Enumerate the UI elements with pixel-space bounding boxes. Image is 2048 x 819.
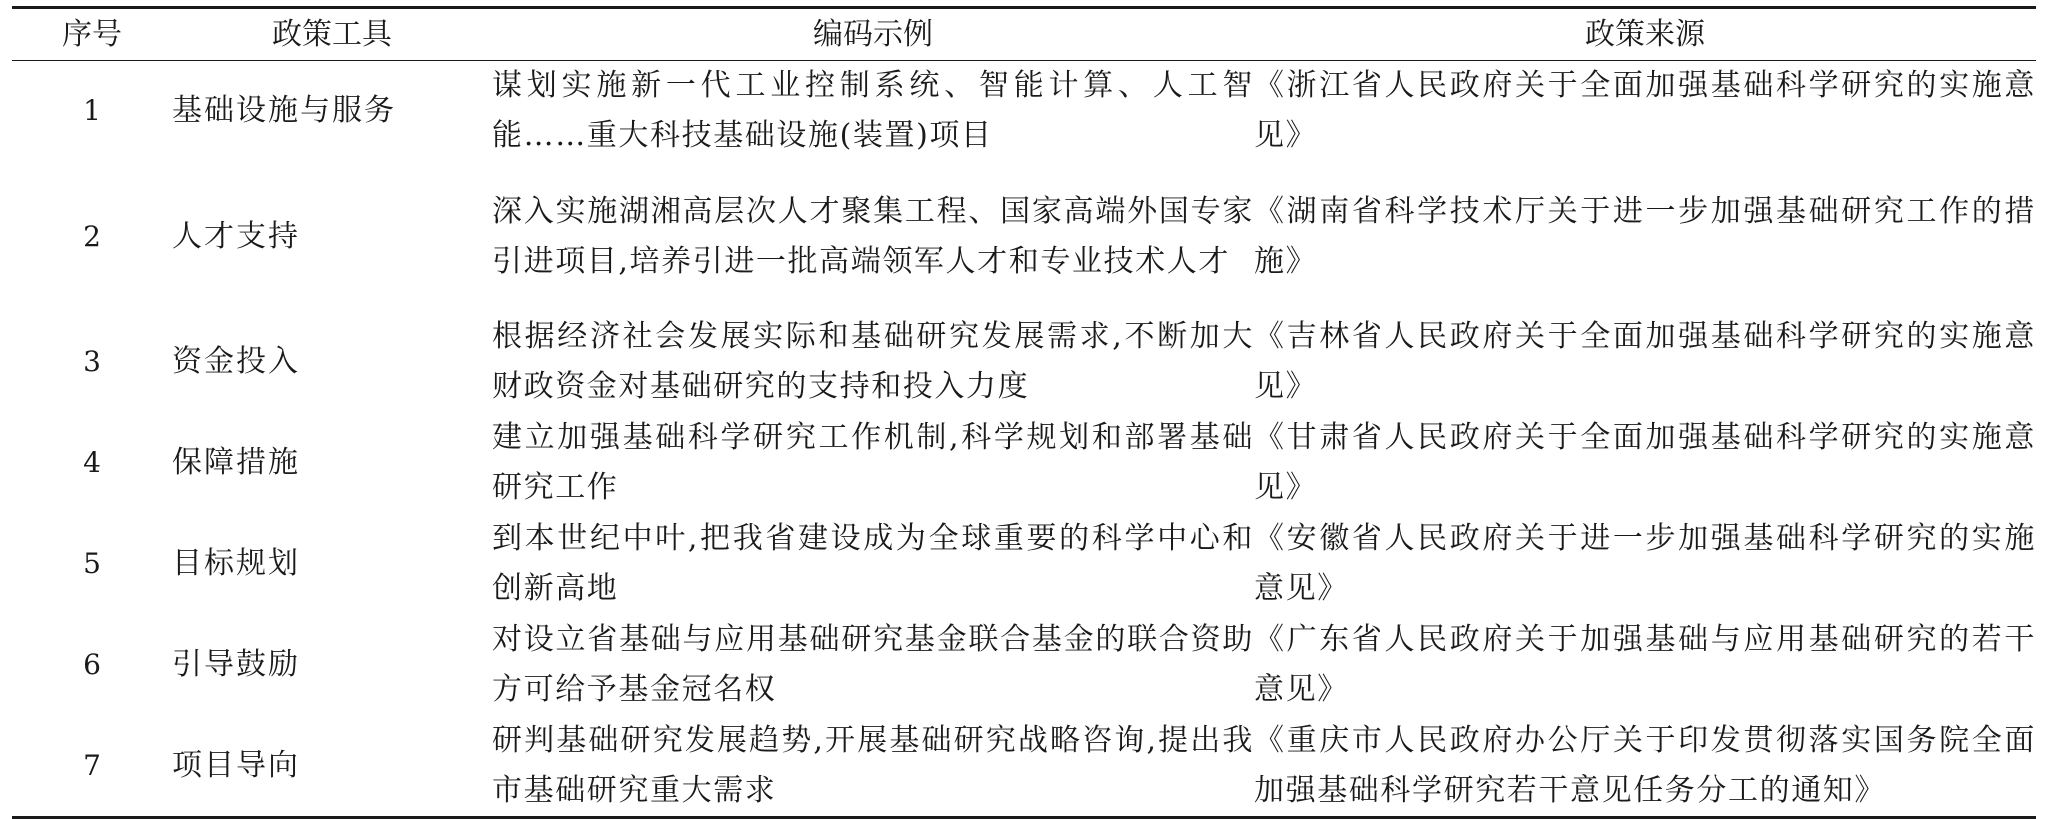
- table-row: [12, 61, 2036, 162]
- coding-example-text: 谋划实施新一代工业控制系统、智能计算、人工智能……重大科技基础设施(装置)项目: [492, 68, 1254, 154]
- coding-example-text: 建立加强基础科学研究工作机制,科学规划和部署基础研究工作: [492, 420, 1254, 505]
- policy-tools-table: [12, 6, 2036, 819]
- policy-tool-cell: 项目导向: [172, 747, 300, 783]
- coding-example-text: 深入实施湖湘高层次人才聚集工程、国家高端外国专家引进项目,培养引进一批高端领军人才和专业技术人才: [492, 193, 1254, 279]
- coding-example-cell: [492, 61, 1254, 162]
- row-number: 5: [83, 547, 101, 580]
- row-number: 7: [83, 748, 101, 782]
- coding-example-text: 根据经济社会发展实际和基础研究发展需求,不断加大财政资金对基础研究的支持和投入力度: [492, 319, 1254, 404]
- table-row: [12, 514, 2036, 615]
- policy-source-cell: [1254, 413, 2036, 514]
- row-number: 1: [83, 94, 101, 128]
- header-coding-example: 编码示例: [813, 16, 933, 52]
- policy-source-cell: [1254, 514, 2036, 615]
- header-row: [12, 8, 2036, 61]
- table-row: [12, 615, 2036, 716]
- coding-example-cell: [492, 615, 1254, 716]
- coding-example-cell: [492, 312, 1254, 413]
- policy-tool-cell: 人才支持: [172, 218, 300, 254]
- policy-tool-cell: 目标规划: [172, 546, 300, 581]
- policy-source-cell: [1254, 312, 2036, 413]
- policy-source-text: 《湖南省科学技术厅关于进一步加强基础研究工作的措施》: [1254, 193, 2036, 279]
- table-row: [12, 312, 2036, 413]
- coding-example-text: 对设立省基础与应用基础研究基金联合基金的联合资助方可给予基金冠名权: [492, 622, 1254, 707]
- policy-source-cell: [1254, 61, 2036, 162]
- policy-tool-cell: 基础设施与服务: [172, 93, 396, 129]
- row-number: 2: [83, 219, 101, 253]
- policy-source-text: 《安徽省人民政府关于进一步加强基础科学研究的实施意见》: [1254, 521, 2036, 606]
- table-row: [12, 162, 2036, 312]
- coding-example-cell: [492, 413, 1254, 514]
- header-policy-tool: 政策工具: [272, 16, 392, 52]
- coding-example-cell: [492, 716, 1254, 818]
- policy-source-cell: [1254, 162, 2036, 312]
- policy-source-text: 《浙江省人民政府关于全面加强基础科学研究的实施意见》: [1254, 68, 2036, 154]
- table-row: [12, 413, 2036, 514]
- coding-example-cell: [492, 514, 1254, 615]
- table-body: [12, 61, 2036, 818]
- policy-source-cell: [1254, 615, 2036, 716]
- row-number: 6: [83, 648, 101, 681]
- row-number: 4: [83, 446, 101, 479]
- coding-example-text: 到本世纪中叶,把我省建设成为全球重要的科学中心和创新高地: [492, 521, 1254, 606]
- coding-example-cell: [492, 162, 1254, 312]
- policy-source-text: 《重庆市人民政府办公厅关于印发贯彻落实国务院全面加强基础科学研究若干意见任务分工的通知》: [1254, 722, 2036, 808]
- policy-source-text: 《甘肃省人民政府关于全面加强基础科学研究的实施意见》: [1254, 420, 2036, 505]
- table-row: [12, 716, 2036, 818]
- header-policy-source: 政策来源: [1585, 16, 1705, 52]
- row-number: 3: [83, 345, 101, 378]
- table-header: [12, 8, 2036, 61]
- policy-tool-cell: 保障措施: [172, 445, 300, 480]
- header-serial-number: 序号: [62, 16, 122, 52]
- policy-source-cell: [1254, 716, 2036, 818]
- policy-source-text: 《吉林省人民政府关于全面加强基础科学研究的实施意见》: [1254, 319, 2036, 404]
- coding-example-text: 研判基础研究发展趋势,开展基础研究战略咨询,提出我市基础研究重大需求: [492, 722, 1254, 808]
- policy-tool-cell: 资金投入: [172, 344, 300, 379]
- policy-tool-cell: 引导鼓励: [172, 647, 300, 682]
- policy-source-text: 《广东省人民政府关于加强基础与应用基础研究的若干意见》: [1254, 622, 2036, 707]
